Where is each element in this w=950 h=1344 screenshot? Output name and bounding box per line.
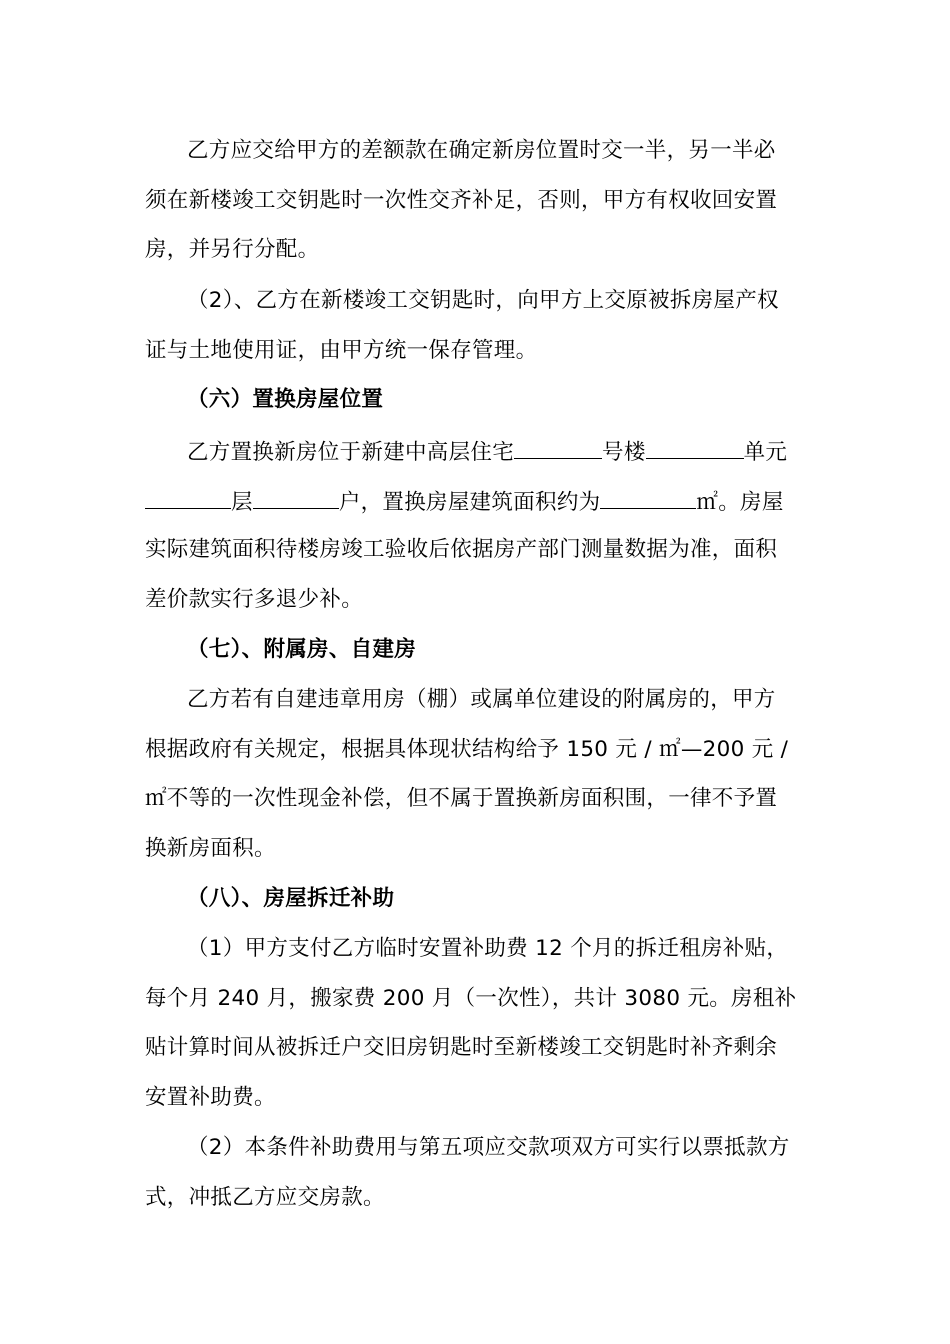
text-segment: 单元 [743,440,788,465]
paragraph-line: 差价款实行多退少补。 [145,587,364,612]
fill-blank [145,486,231,509]
paragraph-line: 证与土地使用证，由甲方统一保存管理。 [145,338,538,363]
section-heading: （七）、附属房、自建房 [187,637,417,662]
paragraph-line: （1）甲方支付乙方临时安置补助费 12 个月的拆迁租房补贴， [187,936,789,961]
text-segment: 层 [231,490,253,515]
section-heading: （八）、房屋拆迁补助 [187,886,395,911]
paragraph-line: 换新房面积。 [145,836,276,861]
text-segment: ㎡。房屋 [696,490,784,515]
paragraph-line: 式，冲抵乙方应交房款。 [145,1185,385,1210]
paragraph-line: 每个月 240 月，搬家费 200 月（一次性），共计 3080 元。房租补 [145,986,797,1011]
paragraph-line: （2）、乙方在新楼竣工交钥匙时，向甲方上交原被拆房屋产权 [187,288,779,313]
text-segment: 号楼 [602,440,646,465]
paragraph-line: 实际建筑面积待楼房竣工验收后依据房产部门测量数据为准，面积 [145,537,778,562]
paragraph-line: 乙方应交给甲方的差额款在确定新房位置时交一半，另一半必 [187,138,776,163]
fill-blank [646,436,744,459]
text-segment: 乙方置换新房位于新建中高层住宅 [187,440,515,465]
fill-blank [253,486,339,509]
paragraph-line [145,486,784,517]
fill-blank [600,486,696,509]
paragraph-line [187,436,787,467]
section-heading: （六）置换房屋位置 [187,387,384,412]
text-segment: 户，置换房屋建筑面积约为 [338,490,601,515]
fill-blank [514,436,602,459]
paragraph-line: ㎡不等的一次性现金补偿，但不属于置换新房面积围，一律不予置 [145,786,778,811]
paragraph-line: 乙方若有自建违章用房（棚）或属单位建设的附属房的，甲方 [187,687,776,712]
paragraph-line: 须在新楼竣工交钥匙时一次性交齐补足，否则，甲方有权收回安置 [145,188,778,213]
paragraph-line: 根据政府有关规定，根据具体现状结构给予 150 元 / ㎡—200 元 / [145,737,789,762]
paragraph-line: 安置补助费。 [145,1085,276,1110]
paragraph-line: 贴计算时间从被拆迁户交旧房钥匙时至新楼竣工交钥匙时补齐剩余 [145,1035,778,1060]
paragraph-line: （2）本条件补助费用与第五项应交款项双方可实行以票抵款方 [187,1135,790,1160]
paragraph-line: 房，并另行分配。 [145,237,320,262]
